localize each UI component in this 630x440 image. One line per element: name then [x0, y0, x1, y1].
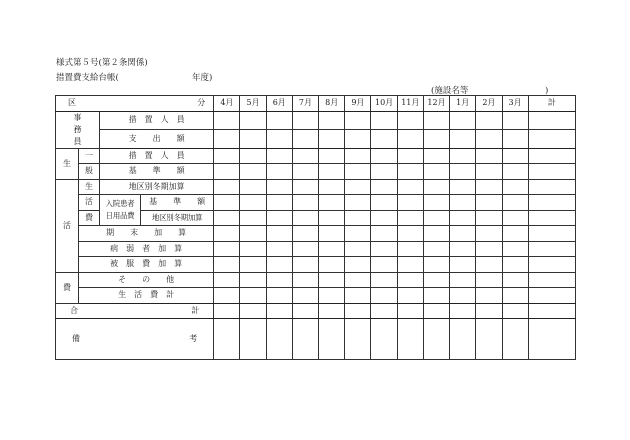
entry-cell	[319, 226, 345, 242]
entry-cell	[319, 210, 345, 226]
entry-cell	[528, 195, 575, 211]
entry-cell	[319, 179, 345, 195]
table-row	[56, 241, 576, 257]
ippan-char: 一	[79, 148, 100, 164]
entry-cell	[345, 319, 371, 360]
entry-cell	[292, 130, 318, 149]
entry-cell	[476, 303, 502, 319]
entry-cell	[292, 148, 318, 164]
entry-cell	[450, 288, 476, 304]
entry-cell	[345, 111, 371, 130]
entry-cell	[397, 195, 423, 211]
table-row	[56, 111, 576, 130]
month-header: 2月	[476, 96, 502, 112]
entry-cell	[266, 226, 292, 242]
entry-cell	[345, 226, 371, 242]
entry-cell	[319, 319, 345, 360]
entry-cell	[319, 241, 345, 257]
entry-cell	[423, 148, 449, 164]
entry-cell	[292, 111, 318, 130]
entry-cell	[266, 319, 292, 360]
entry-cell	[476, 241, 502, 257]
entry-cell	[528, 130, 575, 149]
entry-cell	[371, 226, 397, 242]
entry-cell	[371, 303, 397, 319]
entry-cell	[345, 241, 371, 257]
entry-cell	[423, 195, 449, 211]
entry-cell	[476, 210, 502, 226]
entry-cell	[292, 257, 318, 273]
entry-cell	[266, 288, 292, 304]
form-number: 様式第５号(第２条関係)	[56, 58, 148, 68]
entry-cell	[528, 288, 575, 304]
entry-cell	[292, 226, 318, 242]
entry-cell	[476, 164, 502, 180]
row-label: 生 活 費 計	[79, 288, 214, 304]
row-label: 基 準 額	[140, 195, 213, 211]
entry-cell	[345, 257, 371, 273]
entry-cell	[214, 319, 240, 360]
entry-cell	[476, 111, 502, 130]
ippan-char: 生	[79, 179, 100, 195]
entry-cell	[214, 288, 240, 304]
entry-cell	[371, 130, 397, 149]
entry-cell	[397, 257, 423, 273]
month-header: 9月	[345, 96, 371, 112]
entry-cell	[423, 210, 449, 226]
month-header: 11月	[397, 96, 423, 112]
header-row	[56, 96, 576, 112]
entry-cell	[371, 111, 397, 130]
entry-cell	[345, 195, 371, 211]
entry-cell	[423, 226, 449, 242]
entry-cell	[476, 226, 502, 242]
inpatient-label: 入院患者 日用品費	[100, 195, 141, 226]
entry-cell	[502, 164, 528, 180]
entry-cell	[450, 241, 476, 257]
row-label: 基 準 額	[100, 164, 214, 180]
ippan-char: 活	[79, 195, 100, 211]
entry-cell	[371, 179, 397, 195]
entry-cell	[397, 148, 423, 164]
entry-cell	[423, 164, 449, 180]
entry-cell	[266, 111, 292, 130]
entry-cell	[240, 210, 266, 226]
seikatsu-group-char: 活	[56, 179, 79, 272]
entry-cell	[345, 272, 371, 288]
entry-cell	[292, 210, 318, 226]
entry-cell	[528, 111, 575, 130]
table-row	[56, 130, 576, 149]
entry-cell	[476, 257, 502, 273]
entry-cell	[397, 179, 423, 195]
entry-cell	[450, 148, 476, 164]
remarks-label: 備 考	[56, 319, 214, 360]
entry-cell	[292, 319, 318, 360]
row-label: 地区別冬期加算	[140, 210, 213, 226]
entry-cell	[371, 195, 397, 211]
entry-cell	[502, 210, 528, 226]
entry-cell	[502, 288, 528, 304]
entry-cell	[292, 303, 318, 319]
entry-cell	[450, 164, 476, 180]
seikatsu-group-char: 費	[56, 272, 79, 303]
month-header: 1月	[450, 96, 476, 112]
entry-cell	[397, 210, 423, 226]
entry-cell	[528, 210, 575, 226]
entry-cell	[319, 303, 345, 319]
entry-cell	[423, 257, 449, 273]
entry-cell	[292, 241, 318, 257]
entry-cell	[319, 164, 345, 180]
entry-cell	[292, 195, 318, 211]
kubun-header: 区 分	[56, 96, 214, 112]
row-label: 被 服 費 加 算	[79, 257, 214, 273]
entry-cell	[528, 226, 575, 242]
entry-cell	[528, 257, 575, 273]
entry-cell	[266, 257, 292, 273]
month-header: 3月	[502, 96, 528, 112]
entry-cell	[292, 272, 318, 288]
entry-cell	[397, 164, 423, 180]
entry-cell	[240, 303, 266, 319]
entry-cell	[450, 257, 476, 273]
entry-cell	[214, 195, 240, 211]
facility-name-label: (施設名等	[431, 86, 469, 96]
entry-cell	[371, 257, 397, 273]
entry-cell	[476, 179, 502, 195]
entry-cell	[345, 130, 371, 149]
ippan-char: 費	[79, 210, 100, 226]
entry-cell	[240, 164, 266, 180]
table-row	[56, 226, 576, 242]
entry-cell	[371, 210, 397, 226]
entry-cell	[450, 210, 476, 226]
entry-cell	[450, 111, 476, 130]
table-row	[56, 288, 576, 304]
facility-name-close: )	[545, 86, 549, 96]
row-label: 病 弱 者 加 算	[79, 241, 214, 257]
entry-cell	[266, 179, 292, 195]
entry-cell	[292, 179, 318, 195]
entry-cell	[345, 303, 371, 319]
entry-cell	[423, 272, 449, 288]
row-label: 措 置 人 員	[100, 148, 214, 164]
entry-cell	[240, 148, 266, 164]
entry-cell	[240, 241, 266, 257]
table-row	[56, 272, 576, 288]
entry-cell	[371, 288, 397, 304]
entry-cell	[502, 179, 528, 195]
entry-cell	[502, 241, 528, 257]
entry-cell	[502, 195, 528, 211]
entry-cell	[214, 130, 240, 149]
row-label: 地区別冬期加算	[100, 179, 214, 195]
entry-cell	[240, 130, 266, 149]
entry-cell	[240, 226, 266, 242]
entry-cell	[345, 288, 371, 304]
entry-cell	[528, 179, 575, 195]
row-label: 措 置 人 員	[100, 111, 214, 130]
entry-cell	[450, 130, 476, 149]
entry-cell	[319, 272, 345, 288]
table-row	[56, 148, 576, 164]
table-row	[56, 257, 576, 273]
entry-cell	[397, 241, 423, 257]
entry-cell	[476, 319, 502, 360]
entry-cell	[214, 226, 240, 242]
entry-cell	[450, 226, 476, 242]
entry-cell	[476, 148, 502, 164]
remarks-row	[56, 319, 576, 360]
entry-cell	[240, 111, 266, 130]
entry-cell	[397, 111, 423, 130]
entry-cell	[450, 195, 476, 211]
entry-cell	[240, 319, 266, 360]
entry-cell	[266, 195, 292, 211]
entry-cell	[319, 257, 345, 273]
grand-total-row	[56, 303, 576, 319]
entry-cell	[423, 111, 449, 130]
entry-cell	[423, 179, 449, 195]
entry-cell	[371, 148, 397, 164]
table-row	[56, 195, 576, 211]
entry-cell	[214, 164, 240, 180]
entry-cell	[502, 148, 528, 164]
row-label: 期 末 加 算	[79, 226, 214, 242]
entry-cell	[397, 288, 423, 304]
table-row	[56, 179, 576, 195]
entry-cell	[240, 257, 266, 273]
month-header: 5月	[240, 96, 266, 112]
entry-cell	[240, 288, 266, 304]
entry-cell	[266, 303, 292, 319]
grand-total-label: 合 計	[56, 303, 214, 319]
entry-cell	[371, 241, 397, 257]
entry-cell	[240, 272, 266, 288]
entry-cell	[476, 130, 502, 149]
entry-cell	[292, 288, 318, 304]
entry-cell	[450, 272, 476, 288]
entry-cell	[319, 130, 345, 149]
entry-cell	[502, 111, 528, 130]
entry-cell	[528, 272, 575, 288]
entry-cell	[397, 130, 423, 149]
ledger-title-main: 措置費支給台帳(	[56, 73, 119, 83]
entry-cell	[266, 130, 292, 149]
month-header: 8月	[319, 96, 345, 112]
entry-cell	[319, 148, 345, 164]
entry-cell	[214, 179, 240, 195]
entry-cell	[371, 272, 397, 288]
entry-cell	[528, 319, 575, 360]
entry-cell	[476, 272, 502, 288]
total-header: 計	[528, 96, 575, 112]
entry-cell	[397, 226, 423, 242]
entry-cell	[423, 303, 449, 319]
entry-cell	[528, 148, 575, 164]
entry-cell	[345, 179, 371, 195]
entry-cell	[502, 226, 528, 242]
entry-cell	[397, 272, 423, 288]
entry-cell	[450, 179, 476, 195]
seikatsu-group-char: 生	[56, 148, 79, 179]
entry-cell	[266, 241, 292, 257]
entry-cell	[476, 288, 502, 304]
month-header: 10月	[371, 96, 397, 112]
month-header: 4月	[214, 96, 240, 112]
entry-cell	[502, 272, 528, 288]
entry-cell	[345, 164, 371, 180]
entry-cell	[502, 303, 528, 319]
entry-cell	[240, 195, 266, 211]
month-header: 6月	[266, 96, 292, 112]
table-row	[56, 164, 576, 180]
jimuin-group-label: 事 務 員	[56, 111, 100, 148]
entry-cell	[214, 148, 240, 164]
ledger-title-year: 年度)	[192, 73, 213, 83]
entry-cell	[240, 179, 266, 195]
entry-cell	[266, 148, 292, 164]
entry-cell	[371, 319, 397, 360]
entry-cell	[450, 319, 476, 360]
entry-cell	[214, 303, 240, 319]
entry-cell	[214, 257, 240, 273]
entry-cell	[476, 195, 502, 211]
ippan-char: 般	[79, 164, 100, 180]
payment-ledger-table	[55, 95, 576, 360]
entry-cell	[292, 164, 318, 180]
entry-cell	[266, 164, 292, 180]
entry-cell	[266, 272, 292, 288]
entry-cell	[528, 303, 575, 319]
entry-cell	[450, 303, 476, 319]
entry-cell	[214, 210, 240, 226]
entry-cell	[319, 288, 345, 304]
entry-cell	[528, 241, 575, 257]
entry-cell	[266, 210, 292, 226]
entry-cell	[397, 319, 423, 360]
entry-cell	[502, 257, 528, 273]
row-label: そ の 他	[79, 272, 214, 288]
entry-cell	[397, 303, 423, 319]
entry-cell	[214, 272, 240, 288]
entry-cell	[423, 288, 449, 304]
ledger-title	[56, 73, 213, 83]
entry-cell	[423, 319, 449, 360]
entry-cell	[319, 111, 345, 130]
entry-cell	[502, 130, 528, 149]
entry-cell	[345, 210, 371, 226]
entry-cell	[371, 164, 397, 180]
month-header: 12月	[423, 96, 449, 112]
row-label: 支 出 額	[100, 130, 214, 149]
month-header: 7月	[292, 96, 318, 112]
entry-cell	[528, 164, 575, 180]
entry-cell	[214, 111, 240, 130]
entry-cell	[423, 241, 449, 257]
entry-cell	[214, 241, 240, 257]
entry-cell	[319, 195, 345, 211]
entry-cell	[345, 148, 371, 164]
entry-cell	[423, 130, 449, 149]
entry-cell	[502, 319, 528, 360]
